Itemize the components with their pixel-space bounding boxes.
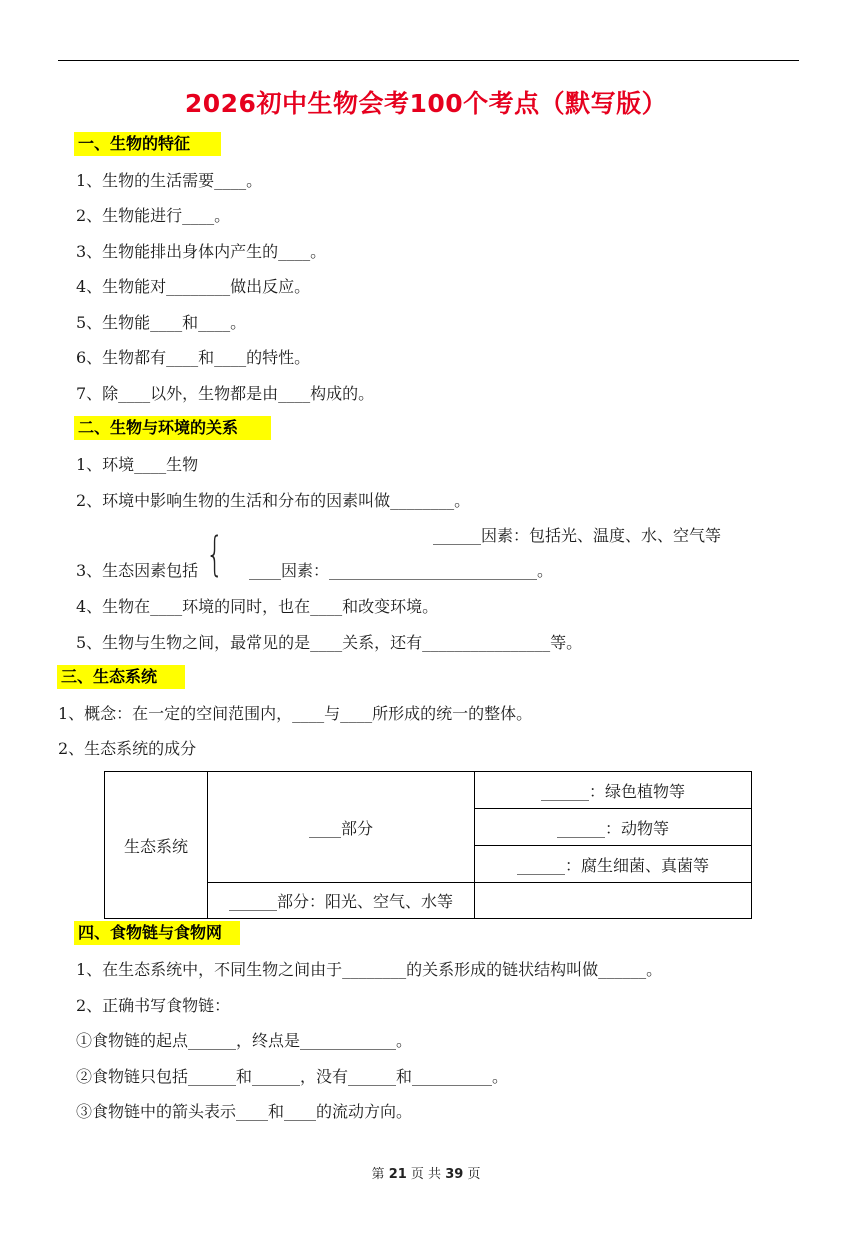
left-brace-icon: { bbox=[206, 527, 224, 581]
footer-suffix: 页 bbox=[467, 1167, 481, 1182]
s2-line-1: 1、环境____生物 bbox=[76, 455, 199, 474]
s3-line-2: 2、生态系统的成分 bbox=[58, 739, 197, 758]
section-heading-2: 二、生物与环境的关系 bbox=[74, 416, 271, 440]
s1-line-5: 5、生物能____和____。 bbox=[76, 313, 247, 332]
table-cell-consumer: ______：动物等 bbox=[475, 809, 752, 846]
page-footer bbox=[0, 1163, 852, 1182]
ecosystem-components-table bbox=[104, 771, 752, 919]
s1-line-2: 2、生物能进行____。 bbox=[76, 206, 231, 225]
table-cell-decomposer: ______：腐生细菌、真菌等 bbox=[475, 846, 752, 883]
abiotic-factor-line: ______因素：包括光、温度、水、空气等 bbox=[433, 526, 722, 545]
s3-line-1: 1、概念：在一定的空间范围内，____与____所形成的统一的整体。 bbox=[58, 704, 533, 723]
s1-line-7: 7、除____以外，生物都是由____构成的。 bbox=[76, 384, 375, 403]
s2-line-3-lead: 3、生态因素包括 bbox=[76, 561, 199, 580]
section-heading-4: 四、食物链与食物网 bbox=[74, 921, 240, 945]
section-heading-1: 一、生物的特征 bbox=[74, 132, 221, 156]
s4-line-3: ①食物链的起点______，终点是____________。 bbox=[76, 1031, 413, 1050]
table-cell-biotic: ____部分 bbox=[208, 772, 475, 883]
s2-line-2: 2、环境中影响生物的生活和分布的因素叫做________。 bbox=[76, 491, 471, 510]
s1-line-3: 3、生物能排出身体内产生的____。 bbox=[76, 242, 327, 261]
table-cell-ecosystem: 生态系统 bbox=[105, 772, 208, 919]
page-title: 2026初中生物会考100个考点（默写版） bbox=[184, 89, 668, 118]
table-cell-empty bbox=[475, 883, 752, 919]
s2-line-5: 5、生物与生物之间，最常见的是____关系，还有________________等。 bbox=[76, 633, 583, 652]
s1-line-6: 6、生物都有____和____的特性。 bbox=[76, 348, 311, 367]
footer-middle: 页 共 bbox=[410, 1167, 442, 1182]
current-page-number: 21 bbox=[388, 1167, 407, 1182]
section-heading-3: 三、生态系统 bbox=[57, 665, 185, 689]
total-page-number: 39 bbox=[445, 1167, 464, 1182]
s4-line-1: 1、在生态系统中，不同生物之间由于________的关系形成的链状结构叫做______。 bbox=[76, 960, 663, 979]
table-cell-abiotic: ______部分：阳光、空气、水等 bbox=[208, 883, 475, 919]
s4-line-5: ③食物链中的箭头表示____和____的流动方向。 bbox=[76, 1102, 413, 1121]
table-cell-producer: ______：绿色植物等 bbox=[475, 772, 752, 809]
biotic-factor-line: ____因素：__________________________。 bbox=[249, 561, 554, 580]
header-rule bbox=[58, 60, 799, 61]
s1-line-1: 1、生物的生活需要____。 bbox=[76, 171, 263, 190]
footer-prefix: 第 bbox=[371, 1167, 385, 1182]
s1-line-4: 4、生物能对________做出反应。 bbox=[76, 277, 311, 296]
s2-line-4: 4、生物在____环境的同时，也在____和改变环境。 bbox=[76, 597, 439, 616]
s4-line-2: 2、正确书写食物链： bbox=[76, 996, 231, 1015]
s4-line-4: ②食物链只包括______和______，没有______和__________。 bbox=[76, 1067, 509, 1086]
